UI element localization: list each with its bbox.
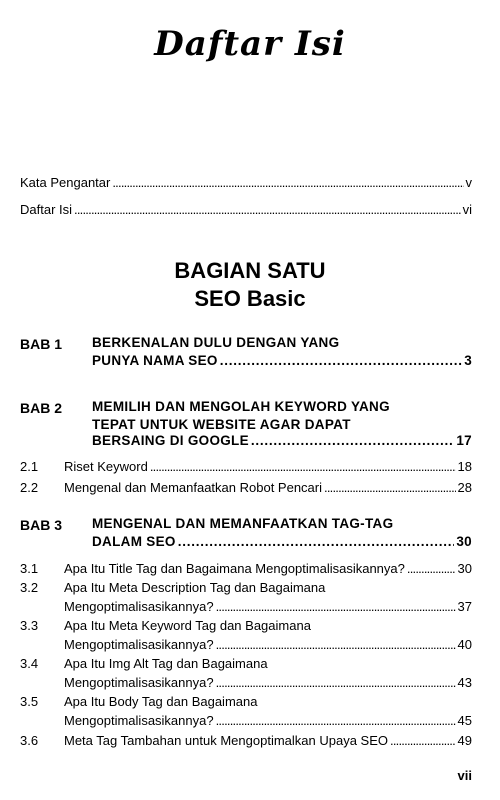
dot-leader (178, 534, 455, 549)
section-title-line: Apa Itu Title Tag dan Bagaimana Mengoptimalisasikannya? (64, 561, 405, 576)
toc-entry-page: 28 (457, 480, 472, 495)
toc-entry-page: 37 (457, 599, 472, 614)
toc-entry-page: vi (462, 202, 472, 217)
toc-entry-3-5[interactable] (64, 713, 472, 728)
chapter-title-line: TEPAT UNTUK WEBSITE AGAR DAPAT (92, 417, 351, 432)
section-number: 2.1 (20, 459, 39, 474)
part-subheading: SEO Basic (194, 286, 306, 311)
section-number: 3.1 (20, 561, 39, 576)
dot-leader (216, 637, 456, 652)
dot-leader (407, 561, 456, 576)
chapter-title-line: MENGENAL DAN MEMANFAATKAN TAG-TAG (92, 516, 394, 531)
dot-leader (216, 713, 456, 728)
toc-entry-3-6[interactable] (64, 733, 472, 748)
toc-entry-bab-2[interactable] (92, 433, 472, 448)
chapter-number: BAB 1 (20, 336, 63, 352)
dot-leader (216, 599, 456, 614)
section-number: 3.6 (20, 733, 39, 748)
toc-entry-2-2[interactable] (64, 480, 472, 495)
toc-entry-3-4[interactable] (64, 675, 472, 690)
section-number: 2.2 (20, 480, 39, 495)
chapter-title-line: BERKENALAN DULU DENGAN YANG (92, 335, 340, 350)
page-number: vii (457, 768, 472, 783)
chapter-title-line: MEMILIH DAN MENGOLAH KEYWORD YANG (92, 399, 390, 414)
toc-entry-page: 17 (456, 433, 472, 448)
toc-entry-3-1[interactable] (64, 561, 472, 576)
chapter-title-line: PUNYA NAMA SEO (92, 353, 218, 368)
toc-entry-page: 49 (457, 733, 472, 748)
section-title-line: Apa Itu Img Alt Tag dan Bagaimana (64, 656, 268, 671)
toc-entry-page: 45 (457, 713, 472, 728)
section-number: 3.3 (20, 618, 39, 633)
chapter-title-line: DALAM SEO (92, 534, 176, 549)
toc-entry-page: 30 (457, 561, 472, 576)
dot-leader (150, 459, 456, 474)
section-title-line: Mengoptimalisasikannya? (64, 637, 214, 652)
toc-entry-2-1[interactable] (64, 459, 472, 474)
page-title: Daftar Isi (154, 24, 346, 64)
toc-entry-kata-pengantar[interactable] (20, 175, 472, 190)
section-number: 3.2 (20, 580, 39, 595)
chapter-number: BAB 2 (20, 400, 63, 416)
chapter-number: BAB 3 (20, 517, 63, 533)
section-title-line: Meta Tag Tambahan untuk Mengoptimalkan Upaya SEO (64, 733, 388, 748)
dot-leader (324, 480, 456, 495)
dot-leader (251, 433, 454, 448)
dot-leader (112, 175, 463, 190)
toc-entry-label: Daftar Isi (20, 202, 73, 217)
toc-entry-page: 30 (456, 534, 472, 549)
toc-entry-3-2[interactable] (64, 599, 472, 614)
section-title-line: Mengoptimalisasikannya? (64, 675, 214, 690)
section-title-line: Apa Itu Body Tag dan Bagaimana (64, 694, 258, 709)
section-title-line: Mengenal dan Memanfaatkan Robot Pencari (64, 480, 322, 495)
dot-leader (74, 202, 461, 217)
section-title-line: Riset Keyword (64, 459, 148, 474)
toc-entry-page: v (465, 175, 472, 190)
toc-entry-page: 3 (464, 353, 472, 368)
dot-leader (216, 675, 456, 690)
section-number: 3.5 (20, 694, 39, 709)
section-title-line: Apa Itu Meta Keyword Tag dan Bagaimana (64, 618, 311, 633)
dot-leader (220, 353, 462, 368)
toc-entry-3-3[interactable] (64, 637, 472, 652)
section-title-line: Apa Itu Meta Description Tag dan Bagaimana (64, 580, 326, 595)
toc-entry-page: 18 (457, 459, 472, 474)
toc-entry-bab-3[interactable] (92, 534, 472, 549)
dot-leader (390, 733, 456, 748)
toc-entry-daftar-isi[interactable] (20, 202, 472, 217)
toc-entry-page: 43 (457, 675, 472, 690)
toc-entry-page: 40 (457, 637, 472, 652)
section-number: 3.4 (20, 656, 39, 671)
part-heading: BAGIAN SATU (174, 258, 326, 283)
section-title-line: Mengoptimalisasikannya? (64, 599, 214, 614)
toc-entry-bab-1[interactable] (92, 353, 472, 368)
section-title-line: Mengoptimalisasikannya? (64, 713, 214, 728)
chapter-title-line: BERSAING DI GOOGLE (92, 433, 249, 448)
toc-entry-label: Kata Pengantar (20, 175, 111, 190)
